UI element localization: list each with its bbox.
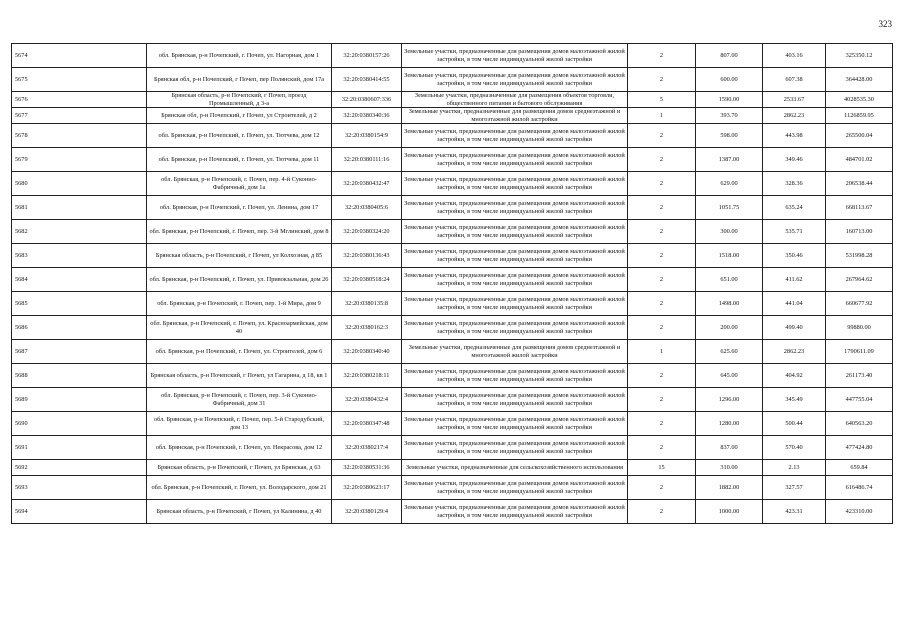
row-number: 5684 — [12, 268, 147, 292]
cadastral-value-cell: 364428.00 — [826, 68, 893, 92]
address-cell: обл. Брянская, р-н Почепский, г. Почеп, ул. Красноармейская, дом 40 — [147, 316, 332, 340]
area-cell: 310.00 — [696, 460, 763, 476]
address-cell: обл. Брянская, р-н Почепский, г. Почеп, пер. 4-й Суконно-Фабричный, дом 1а — [147, 172, 332, 196]
group-cell: 2 — [628, 68, 696, 92]
row-number: 5681 — [12, 196, 147, 220]
area-cell: 1296.00 — [696, 388, 763, 412]
group-cell: 1 — [628, 108, 696, 124]
row-number: 5680 — [12, 172, 147, 196]
address-cell: Брянская область, р-н Почепский, г Почеп, ул Колхозная, д 85 — [147, 244, 332, 268]
area-cell: 1498.00 — [696, 292, 763, 316]
area-cell: 598.00 — [696, 124, 763, 148]
address-cell: обл. Брянская, р-н Почепский, г. Почеп, ул. Ленина, дом 17 — [147, 196, 332, 220]
cadastral-number-cell: 32:20:0380157:26 — [332, 44, 402, 68]
group-cell: 2 — [628, 148, 696, 172]
table-row — [12, 148, 893, 172]
area-cell: 200.00 — [696, 316, 763, 340]
cadastral-number-cell: 32:20:0380405:6 — [332, 196, 402, 220]
specific-value-cell: 350.46 — [763, 244, 826, 268]
specific-value-cell: 404.92 — [763, 364, 826, 388]
cadastral-number-cell: 32:20:0380129:4 — [332, 500, 402, 524]
address-cell: обл. Брянская, р-н Почепский, г. Почеп, ул. Некрасова, дом 12 — [147, 436, 332, 460]
specific-value-cell: 2862.23 — [763, 340, 826, 364]
table-row — [12, 476, 893, 500]
group-cell: 2 — [628, 220, 696, 244]
cadastral-number-cell: 32:20:0380432:47 — [332, 172, 402, 196]
specific-value-cell: 607.38 — [763, 68, 826, 92]
address-cell: обл. Брянская, р-н Почепский, г. Почеп, ул. Володарского, дом 21 — [147, 476, 332, 500]
land-use-cell: Земельные участки, предназначенные для размещения домов малоэтажной жилой застройки, в том числе индивидуальной жилой застройки — [402, 316, 628, 340]
specific-value-cell: 328.36 — [763, 172, 826, 196]
row-number: 5674 — [12, 44, 147, 68]
address-cell: обл. Брянская, р-н Почепский, г. Почеп, ул. Тютчева, дом 12 — [147, 124, 332, 148]
area-cell: 837.00 — [696, 436, 763, 460]
cadastral-value-cell: 640563.20 — [826, 412, 893, 436]
address-cell: обл. Брянская, р-н Почепский, г. Почеп, пер. 3-й Мглинский, дом 8 — [147, 220, 332, 244]
land-use-cell: Земельные участки, предназначенные для размещения домов малоэтажной жилой застройки, в том числе индивидуальной жилой застройки — [402, 388, 628, 412]
area-cell: 807.00 — [696, 44, 763, 68]
cadastral-number-cell: 32:20:0380162:3 — [332, 316, 402, 340]
table-row — [12, 460, 893, 476]
row-number: 5692 — [12, 460, 147, 476]
table-row — [12, 244, 893, 268]
row-number: 5686 — [12, 316, 147, 340]
specific-value-cell: 403.16 — [763, 44, 826, 68]
cadastral-number-cell: 32:20:0380531:36 — [332, 460, 402, 476]
land-use-cell: Земельные участки, предназначенные для размещения домов малоэтажной жилой застройки, в том числе индивидуальной жилой застройки — [402, 124, 628, 148]
cadastral-value-cell: 1126859.95 — [826, 108, 893, 124]
area-cell: 629.00 — [696, 172, 763, 196]
table-row — [12, 196, 893, 220]
table-row — [12, 124, 893, 148]
cadastral-value-cell: 423310.00 — [826, 500, 893, 524]
table-row — [12, 44, 893, 68]
row-number: 5685 — [12, 292, 147, 316]
area-cell: 625.60 — [696, 340, 763, 364]
specific-value-cell: 349.46 — [763, 148, 826, 172]
row-number: 5694 — [12, 500, 147, 524]
cadastral-value-cell: 1790611.09 — [826, 340, 893, 364]
land-use-cell: Земельные участки, предназначенные для размещения домов малоэтажной жилой застройки, в том числе индивидуальной жилой застройки — [402, 268, 628, 292]
address-cell: обл. Брянская, р-н Почепский, г. Почеп, пер. 5-й Стародубский, дом 13 — [147, 412, 332, 436]
cadastral-value-cell: 265500.04 — [826, 124, 893, 148]
land-use-cell: Земельные участки, предназначенные для размещения домов малоэтажной жилой застройки, в том числе индивидуальной жилой застройки — [402, 172, 628, 196]
row-number: 5682 — [12, 220, 147, 244]
cadastral-value-cell: 447755.04 — [826, 388, 893, 412]
specific-value-cell: 2.13 — [763, 460, 826, 476]
area-cell: 645.00 — [696, 364, 763, 388]
group-cell: 2 — [628, 196, 696, 220]
cadastral-value-cell: 660677.92 — [826, 292, 893, 316]
group-cell: 2 — [628, 316, 696, 340]
address-cell: Брянская обл, р-н Почепский, г Почеп, пер Полянский, дом 17а — [147, 68, 332, 92]
group-cell: 2 — [628, 244, 696, 268]
group-cell: 2 — [628, 364, 696, 388]
land-use-cell: Земельные участки, предназначенные для размещения домов малоэтажной жилой застройки, в том числе индивидуальной жилой застройки — [402, 436, 628, 460]
land-use-cell: Земельные участки, предназначенные для размещения домов малоэтажной жилой застройки, в том числе индивидуальной жилой застройки — [402, 68, 628, 92]
cadastral-number-cell: 32:20:0380154:9 — [332, 124, 402, 148]
group-cell: 2 — [628, 124, 696, 148]
table-row — [12, 364, 893, 388]
row-number: 5689 — [12, 388, 147, 412]
cadastral-number-cell: 32:20:0380432:4 — [332, 388, 402, 412]
land-use-cell: Земельные участки, предназначенные для размещения домов малоэтажной жилой застройки, в том числе индивидуальной жилой застройки — [402, 412, 628, 436]
cadastral-value-cell: 4028535.30 — [826, 92, 893, 108]
land-use-cell: Земельные участки, предназначенные для размещения домов малоэтажной жилой застройки, в том числе индивидуальной жилой застройки — [402, 364, 628, 388]
cadastral-number-cell: 32:20:0380607:336 — [332, 92, 402, 108]
address-cell: Брянская область, р-н Почепский, г Почеп, ул Гагарина, д 18, кв 1 — [147, 364, 332, 388]
address-cell: Брянская область, р-н Почепский, г Почеп, проезд Промышленный, д 3-а — [147, 92, 332, 108]
group-cell: 2 — [628, 412, 696, 436]
area-cell: 393.70 — [696, 108, 763, 124]
land-use-cell: Земельные участки, предназначенные для размещения домов среднеэтажной и многоэтажной жилой застройки — [402, 108, 628, 124]
cadastral-number-cell: 32:20:0380340:40 — [332, 340, 402, 364]
area-cell: 300.00 — [696, 220, 763, 244]
specific-value-cell: 423.31 — [763, 500, 826, 524]
group-cell: 2 — [628, 476, 696, 500]
cadastral-value-cell: 325350.12 — [826, 44, 893, 68]
row-number: 5690 — [12, 412, 147, 436]
cadastral-value-cell: 267964.62 — [826, 268, 893, 292]
group-cell: 2 — [628, 172, 696, 196]
land-use-cell: Земельные участки, предназначенные для сельскохозяйственного использования — [402, 460, 628, 476]
address-cell: Брянская область, р-н Почепский, г Почеп, ул Брянская, д 63 — [147, 460, 332, 476]
cadastral-value-cell: 484701.02 — [826, 148, 893, 172]
group-cell: 2 — [628, 436, 696, 460]
specific-value-cell: 345.49 — [763, 388, 826, 412]
address-cell: обл. Брянская, р-н Почепский, г. Почеп, пер. 3-й Суконно-Фабричный, дом 31 — [147, 388, 332, 412]
specific-value-cell: 411.62 — [763, 268, 826, 292]
table-row — [12, 220, 893, 244]
specific-value-cell: 635.24 — [763, 196, 826, 220]
table-row — [12, 436, 893, 460]
area-cell: 1387.00 — [696, 148, 763, 172]
table-row — [12, 340, 893, 364]
table-row — [12, 108, 893, 124]
table-body — [12, 44, 893, 524]
specific-value-cell: 2533.67 — [763, 92, 826, 108]
land-use-cell: Земельные участки, предназначенные для размещения объектов торговли, общественного питания и бытового обслуживания — [402, 92, 628, 108]
specific-value-cell: 2862.23 — [763, 108, 826, 124]
table-row — [12, 92, 893, 108]
address-cell: обл. Брянская, р-н Почепский, г. Почеп, пер. 1-й Мира, дом 9 — [147, 292, 332, 316]
specific-value-cell: 499.40 — [763, 316, 826, 340]
address-cell: обл. Брянская, р-н Почепский, г. Почеп, ул. Привокзальная, дом 26 — [147, 268, 332, 292]
specific-value-cell: 570.40 — [763, 436, 826, 460]
address-cell: Брянская область, р-н Почепский, г Почеп, ул Калинина, д 40 — [147, 500, 332, 524]
group-cell: 2 — [628, 388, 696, 412]
cadastral-value-cell: 531998.28 — [826, 244, 893, 268]
specific-value-cell: 327.57 — [763, 476, 826, 500]
group-cell: 2 — [628, 500, 696, 524]
area-cell: 600.00 — [696, 68, 763, 92]
table-row — [12, 316, 893, 340]
cadastral-number-cell: 32:20:0380135:8 — [332, 292, 402, 316]
specific-value-cell: 443.98 — [763, 124, 826, 148]
row-number: 5679 — [12, 148, 147, 172]
cadastral-value-cell: 616486.74 — [826, 476, 893, 500]
group-cell: 2 — [628, 292, 696, 316]
page-number: 323 — [878, 19, 892, 29]
land-use-cell: Земельные участки, предназначенные для размещения домов малоэтажной жилой застройки, в том числе индивидуальной жилой застройки — [402, 44, 628, 68]
row-number: 5675 — [12, 68, 147, 92]
table-row — [12, 412, 893, 436]
land-use-cell: Земельные участки, предназначенные для размещения домов малоэтажной жилой застройки, в том числе индивидуальной жилой застройки — [402, 220, 628, 244]
area-cell: 1882.00 — [696, 476, 763, 500]
land-use-cell: Земельные участки, предназначенные для размещения домов малоэтажной жилой застройки, в том числе индивидуальной жилой застройки — [402, 196, 628, 220]
specific-value-cell: 441.04 — [763, 292, 826, 316]
cadastral-number-cell: 32:20:0380347:48 — [332, 412, 402, 436]
cadastral-value-cell: 99880.00 — [826, 316, 893, 340]
cadastral-number-cell: 32:20:0380414:55 — [332, 68, 402, 92]
row-number: 5687 — [12, 340, 147, 364]
row-number: 5678 — [12, 124, 147, 148]
land-use-cell: Земельные участки, предназначенные для размещения домов малоэтажной жилой застройки, в том числе индивидуальной жилой застройки — [402, 148, 628, 172]
row-number: 5676 — [12, 92, 147, 108]
land-use-cell: Земельные участки, предназначенные для размещения домов среднеэтажной и многоэтажной жилой застройки — [402, 340, 628, 364]
table-row — [12, 388, 893, 412]
address-cell: Брянская обл, р-н Почепский, г Почеп, ул Строителей, д 2 — [147, 108, 332, 124]
group-cell: 15 — [628, 460, 696, 476]
cadastral-number-cell: 32:20:0380518:24 — [332, 268, 402, 292]
group-cell: 2 — [628, 44, 696, 68]
specific-value-cell: 535.71 — [763, 220, 826, 244]
cadastral-number-cell: 32:20:0380136:43 — [332, 244, 402, 268]
area-cell: 1051.75 — [696, 196, 763, 220]
table-row — [12, 172, 893, 196]
cadastral-value-cell: 659.84 — [826, 460, 893, 476]
table-row — [12, 292, 893, 316]
area-cell: 1518.00 — [696, 244, 763, 268]
area-cell: 651.00 — [696, 268, 763, 292]
cadastral-number-cell: 32:20:0380324:20 — [332, 220, 402, 244]
address-cell: обл. Брянская, р-н Почепский, г. Почеп, ул. Нагорная, дом 1 — [147, 44, 332, 68]
cadastral-number-cell: 32:20:0380218:11 — [332, 364, 402, 388]
area-cell: 1280.00 — [696, 412, 763, 436]
group-cell: 1 — [628, 340, 696, 364]
land-use-cell: Земельные участки, предназначенные для размещения домов малоэтажной жилой застройки, в том числе индивидуальной жилой застройки — [402, 476, 628, 500]
row-number: 5691 — [12, 436, 147, 460]
area-cell: 1000.00 — [696, 500, 763, 524]
address-cell: обл. Брянская, р-н Почепский, г. Почеп, ул. Строителей, дом 6 — [147, 340, 332, 364]
cadastral-number-cell: 32:20:0380623:17 — [332, 476, 402, 500]
group-cell: 5 — [628, 92, 696, 108]
specific-value-cell: 500.44 — [763, 412, 826, 436]
cadastral-value-cell: 160713.00 — [826, 220, 893, 244]
land-use-cell: Земельные участки, предназначенные для размещения домов малоэтажной жилой застройки, в том числе индивидуальной жилой застройки — [402, 500, 628, 524]
cadastral-value-cell: 261173.40 — [826, 364, 893, 388]
cadastral-number-cell: 32:20:0380340:36 — [332, 108, 402, 124]
area-cell: 1590.00 — [696, 92, 763, 108]
row-number: 5683 — [12, 244, 147, 268]
cadastral-value-cell: 668113.67 — [826, 196, 893, 220]
land-use-cell: Земельные участки, предназначенные для размещения домов малоэтажной жилой застройки, в том числе индивидуальной жилой застройки — [402, 292, 628, 316]
table-row — [12, 500, 893, 524]
row-number: 5693 — [12, 476, 147, 500]
row-number: 5688 — [12, 364, 147, 388]
table-row — [12, 68, 893, 92]
cadastral-value-cell: 477424.80 — [826, 436, 893, 460]
address-cell: обл. Брянская, р-н Почепский, г. Почеп, ул. Тютчева, дом 11 — [147, 148, 332, 172]
group-cell: 2 — [628, 268, 696, 292]
row-number: 5677 — [12, 108, 147, 124]
table-row — [12, 268, 893, 292]
cadastral-value-cell: 206538.44 — [826, 172, 893, 196]
land-registry-table — [11, 43, 893, 524]
cadastral-number-cell: 32:20:0380111:16 — [332, 148, 402, 172]
land-use-cell: Земельные участки, предназначенные для размещения домов малоэтажной жилой застройки, в том числе индивидуальной жилой застройки — [402, 244, 628, 268]
cadastral-number-cell: 32:20:0380217:4 — [332, 436, 402, 460]
